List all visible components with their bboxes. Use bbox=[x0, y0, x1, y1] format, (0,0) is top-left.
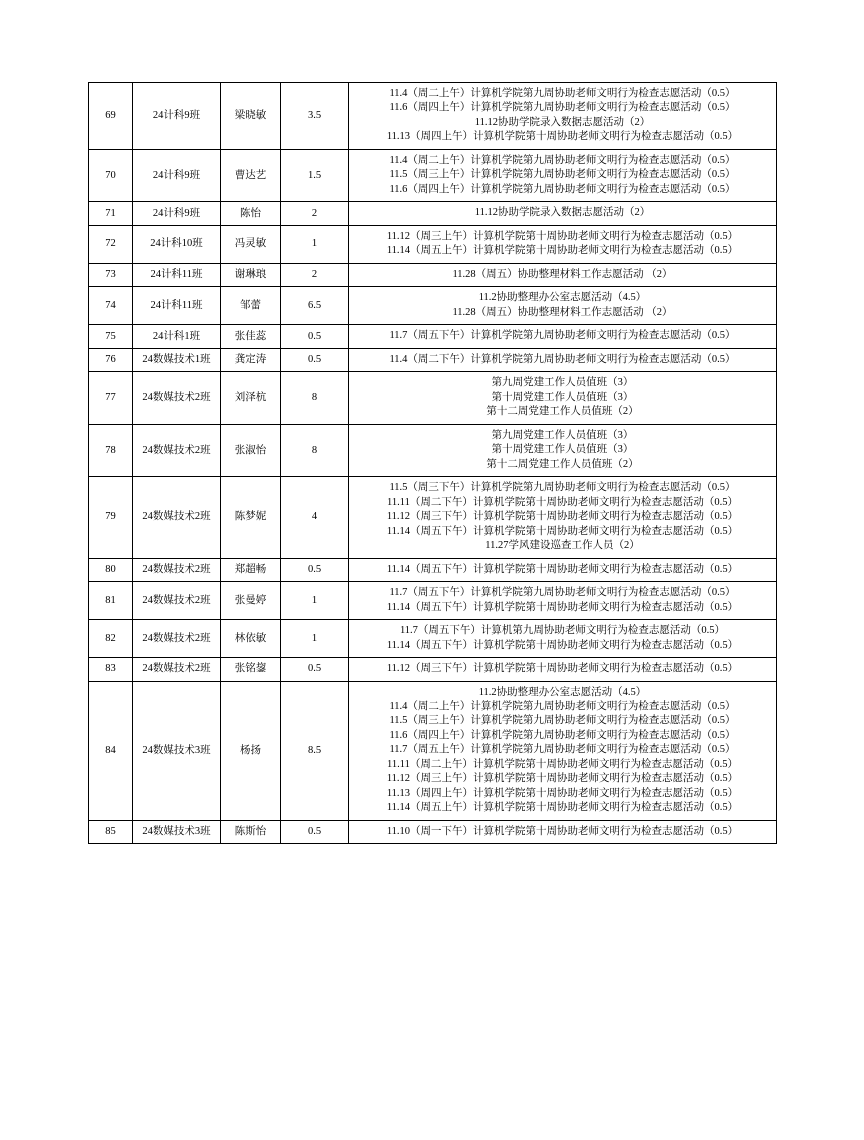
row-student-name: 郑超畅 bbox=[221, 558, 281, 581]
detail-line: 11.2协助整理办公室志愿活动（4.5） bbox=[478, 686, 647, 698]
row-index: 82 bbox=[89, 620, 133, 658]
detail-line: 11.14（周五下午）计算机学院第十周协助老师文明行为检查志愿活动（0.5） bbox=[386, 563, 739, 575]
detail-line: 11.12（周三下午）计算机学院第十周协助老师文明行为检查志愿活动（0.5） bbox=[386, 663, 739, 675]
row-class: 24计科10班 bbox=[133, 225, 221, 263]
row-student-name: 张曼婷 bbox=[221, 582, 281, 620]
row-detail bbox=[349, 372, 777, 424]
detail-line: 11.14（周五下午）计算机学院第十周协助老师文明行为检查志愿活动（0.5） bbox=[386, 601, 739, 613]
row-score: 6.5 bbox=[281, 287, 349, 325]
row-student-name: 张淑怡 bbox=[221, 424, 281, 476]
detail-line: 11.14（周五上午）计算机学院第十周协助老师文明行为检查志愿活动（0.5） bbox=[386, 802, 739, 814]
detail-line: 11.12协助学院录入数据志愿活动（2） bbox=[474, 207, 651, 219]
detail-line: 第十二周党建工作人员值班（2） bbox=[486, 406, 639, 418]
detail-line: 11.14（周五下午）计算机学院第十周协助老师文明行为检查志愿活动（0.5） bbox=[386, 639, 739, 651]
table-row bbox=[89, 424, 777, 476]
row-detail bbox=[349, 287, 777, 325]
detail-line: 11.12（周三上午）计算机学院第十周协助老师文明行为检查志愿活动（0.5） bbox=[386, 773, 739, 785]
row-detail bbox=[349, 325, 777, 348]
row-class: 24数媒技术2班 bbox=[133, 558, 221, 581]
detail-line: 11.12协助学院录入数据志愿活动（2） bbox=[474, 116, 651, 128]
table-row bbox=[89, 620, 777, 658]
row-detail bbox=[349, 424, 777, 476]
row-index: 80 bbox=[89, 558, 133, 581]
detail-line: 11.11（周二上午）计算机学院第十周协助老师文明行为检查志愿活动（0.5） bbox=[387, 758, 738, 770]
detail-line: 11.7（周五下午）计算机学院第九周协助老师文明行为检查志愿活动（0.5） bbox=[389, 587, 736, 599]
row-class: 24计科9班 bbox=[133, 202, 221, 225]
table-row bbox=[89, 558, 777, 581]
row-student-name: 谢琳琅 bbox=[221, 263, 281, 286]
row-student-name: 林依敏 bbox=[221, 620, 281, 658]
row-index: 83 bbox=[89, 658, 133, 681]
table-row bbox=[89, 202, 777, 225]
detail-line: 11.4（周二下午）计算机学院第九周协助老师文明行为检查志愿活动（0.5） bbox=[389, 353, 736, 365]
table-row bbox=[89, 263, 777, 286]
row-index: 77 bbox=[89, 372, 133, 424]
detail-line: 11.4（周二上午）计算机学院第九周协助老师文明行为检查志愿活动（0.5） bbox=[389, 154, 736, 166]
table-row bbox=[89, 348, 777, 371]
row-score: 1 bbox=[281, 620, 349, 658]
row-student-name: 杨扬 bbox=[221, 681, 281, 820]
detail-line: 第九周党建工作人员值班（3） bbox=[491, 429, 634, 441]
row-score: 2 bbox=[281, 202, 349, 225]
detail-line: 第十周党建工作人员值班（3） bbox=[491, 444, 634, 456]
detail-line: 11.28（周五）协助整理材料工作志愿活动 （2） bbox=[452, 268, 673, 280]
detail-line: 11.14（周五下午）计算机学院第十周协助老师文明行为检查志愿活动（0.5） bbox=[386, 525, 739, 537]
row-score: 0.5 bbox=[281, 348, 349, 371]
row-detail bbox=[349, 202, 777, 225]
row-student-name: 曹达艺 bbox=[221, 149, 281, 201]
row-class: 24数媒技术2班 bbox=[133, 658, 221, 681]
row-score: 2 bbox=[281, 263, 349, 286]
table-row bbox=[89, 83, 777, 150]
row-index: 74 bbox=[89, 287, 133, 325]
detail-line: 第九周党建工作人员值班（3） bbox=[491, 377, 634, 389]
detail-line: 11.7（周五上午）计算机学院第九周协助老师文明行为检查志愿活动（0.5） bbox=[389, 744, 736, 756]
row-score: 0.5 bbox=[281, 658, 349, 681]
table-row bbox=[89, 225, 777, 263]
table-row bbox=[89, 658, 777, 681]
row-student-name: 陈梦妮 bbox=[221, 477, 281, 558]
row-class: 24数媒技术2班 bbox=[133, 620, 221, 658]
table-row bbox=[89, 820, 777, 843]
table-row bbox=[89, 372, 777, 424]
row-score: 8 bbox=[281, 424, 349, 476]
row-detail bbox=[349, 582, 777, 620]
row-class: 24计科9班 bbox=[133, 83, 221, 150]
detail-line: 11.6（周四上午）计算机学院第九周协助老师文明行为检查志愿活动（0.5） bbox=[389, 729, 736, 741]
detail-line: 11.14（周五上午）计算机学院第十周协助老师文明行为检查志愿活动（0.5） bbox=[386, 245, 739, 257]
row-index: 75 bbox=[89, 325, 133, 348]
row-student-name: 龚定涛 bbox=[221, 348, 281, 371]
detail-line: 11.13（周四上午）计算机学院第十周协助老师文明行为检查志愿活动（0.5） bbox=[386, 131, 739, 143]
row-index: 69 bbox=[89, 83, 133, 150]
row-class: 24数媒技术2班 bbox=[133, 424, 221, 476]
row-student-name: 陈斯怡 bbox=[221, 820, 281, 843]
detail-line: 11.7（周五下午）计算机学院第九周协助老师文明行为检查志愿活动（0.5） bbox=[389, 330, 736, 342]
row-class: 24数媒技术3班 bbox=[133, 820, 221, 843]
row-student-name: 梁晓敏 bbox=[221, 83, 281, 150]
row-index: 73 bbox=[89, 263, 133, 286]
detail-line: 11.13（周四上午）计算机学院第十周协助老师文明行为检查志愿活动（0.5） bbox=[386, 787, 739, 799]
detail-line: 11.5（周三上午）计算机学院第九周协助老师文明行为检查志愿活动（0.5） bbox=[389, 169, 736, 181]
row-student-name: 邹蕾 bbox=[221, 287, 281, 325]
row-detail bbox=[349, 225, 777, 263]
row-student-name: 张铭鋆 bbox=[221, 658, 281, 681]
row-score: 0.5 bbox=[281, 325, 349, 348]
row-score: 0.5 bbox=[281, 820, 349, 843]
row-detail bbox=[349, 263, 777, 286]
row-class: 24数媒技术2班 bbox=[133, 582, 221, 620]
row-class: 24计科11班 bbox=[133, 263, 221, 286]
detail-line: 11.2协助整理办公室志愿活动（4.5） bbox=[478, 292, 647, 304]
table-row bbox=[89, 681, 777, 820]
row-score: 1 bbox=[281, 225, 349, 263]
row-detail bbox=[349, 681, 777, 820]
row-index: 70 bbox=[89, 149, 133, 201]
row-student-name: 张佳蕊 bbox=[221, 325, 281, 348]
row-index: 85 bbox=[89, 820, 133, 843]
detail-line: 11.6（周四上午）计算机学院第九周协助老师文明行为检查志愿活动（0.5） bbox=[389, 102, 736, 114]
row-class: 24数媒技术2班 bbox=[133, 477, 221, 558]
row-index: 76 bbox=[89, 348, 133, 371]
row-score: 8.5 bbox=[281, 681, 349, 820]
row-score: 1 bbox=[281, 582, 349, 620]
row-score: 0.5 bbox=[281, 558, 349, 581]
detail-line: 11.10（周一下午）计算机学院第十周协助老师文明行为检查志愿活动（0.5） bbox=[386, 825, 739, 837]
detail-line: 11.4（周二上午）计算机学院第九周协助老师文明行为检查志愿活动（0.5） bbox=[389, 88, 736, 99]
row-score: 8 bbox=[281, 372, 349, 424]
detail-line: 11.11（周二下午）计算机学院第十周协助老师文明行为检查志愿活动（0.5） bbox=[387, 496, 738, 508]
row-detail bbox=[349, 658, 777, 681]
table-row bbox=[89, 582, 777, 620]
row-class: 24数媒技术3班 bbox=[133, 681, 221, 820]
row-class: 24数媒技术1班 bbox=[133, 348, 221, 371]
row-index: 72 bbox=[89, 225, 133, 263]
row-detail bbox=[349, 83, 777, 150]
row-index: 79 bbox=[89, 477, 133, 558]
detail-line: 第十周党建工作人员值班（3） bbox=[491, 391, 634, 403]
row-student-name: 刘泽杭 bbox=[221, 372, 281, 424]
detail-line: 11.6（周四上午）计算机学院第九周协助老师文明行为检查志愿活动（0.5） bbox=[389, 183, 736, 195]
detail-line: 11.5（周三上午）计算机学院第九周协助老师文明行为检查志愿活动（0.5） bbox=[389, 715, 736, 727]
detail-line: 11.4（周二上午）计算机学院第九周协助老师文明行为检查志愿活动（0.5） bbox=[389, 700, 736, 712]
detail-line: 11.27学风建设巡查工作人员（2） bbox=[485, 540, 640, 552]
table-body bbox=[89, 83, 777, 844]
row-index: 84 bbox=[89, 681, 133, 820]
row-score: 1.5 bbox=[281, 149, 349, 201]
row-detail bbox=[349, 477, 777, 558]
row-class: 24计科9班 bbox=[133, 149, 221, 201]
volunteer-activity-table bbox=[88, 82, 777, 844]
detail-line: 11.12（周三上午）计算机学院第十周协助老师文明行为检查志愿活动（0.5） bbox=[386, 230, 739, 242]
row-score: 3.5 bbox=[281, 83, 349, 150]
row-class: 24计科11班 bbox=[133, 287, 221, 325]
detail-line: 11.28（周五）协助整理材料工作志愿活动 （2） bbox=[452, 306, 673, 318]
row-class: 24数媒技术2班 bbox=[133, 372, 221, 424]
row-index: 81 bbox=[89, 582, 133, 620]
table-row bbox=[89, 325, 777, 348]
detail-line: 11.12（周三下午）计算机学院第十周协助老师文明行为检查志愿活动（0.5） bbox=[386, 511, 739, 523]
row-detail bbox=[349, 620, 777, 658]
table-row bbox=[89, 149, 777, 201]
row-student-name: 陈怡 bbox=[221, 202, 281, 225]
row-index: 71 bbox=[89, 202, 133, 225]
row-student-name: 冯灵敏 bbox=[221, 225, 281, 263]
row-detail bbox=[349, 149, 777, 201]
detail-line: 11.5（周三下午）计算机学院第九周协助老师文明行为检查志愿活动（0.5） bbox=[389, 482, 736, 494]
table-row bbox=[89, 477, 777, 558]
row-index: 78 bbox=[89, 424, 133, 476]
row-score: 4 bbox=[281, 477, 349, 558]
row-detail bbox=[349, 820, 777, 843]
detail-line: 第十二周党建工作人员值班（2） bbox=[486, 458, 639, 470]
row-detail bbox=[349, 558, 777, 581]
row-class: 24计科1班 bbox=[133, 325, 221, 348]
row-detail bbox=[349, 348, 777, 371]
table-row bbox=[89, 287, 777, 325]
detail-line: 11.7（周五下午）计算机第九周协助老师文明行为检查志愿活动（0.5） bbox=[399, 625, 726, 637]
